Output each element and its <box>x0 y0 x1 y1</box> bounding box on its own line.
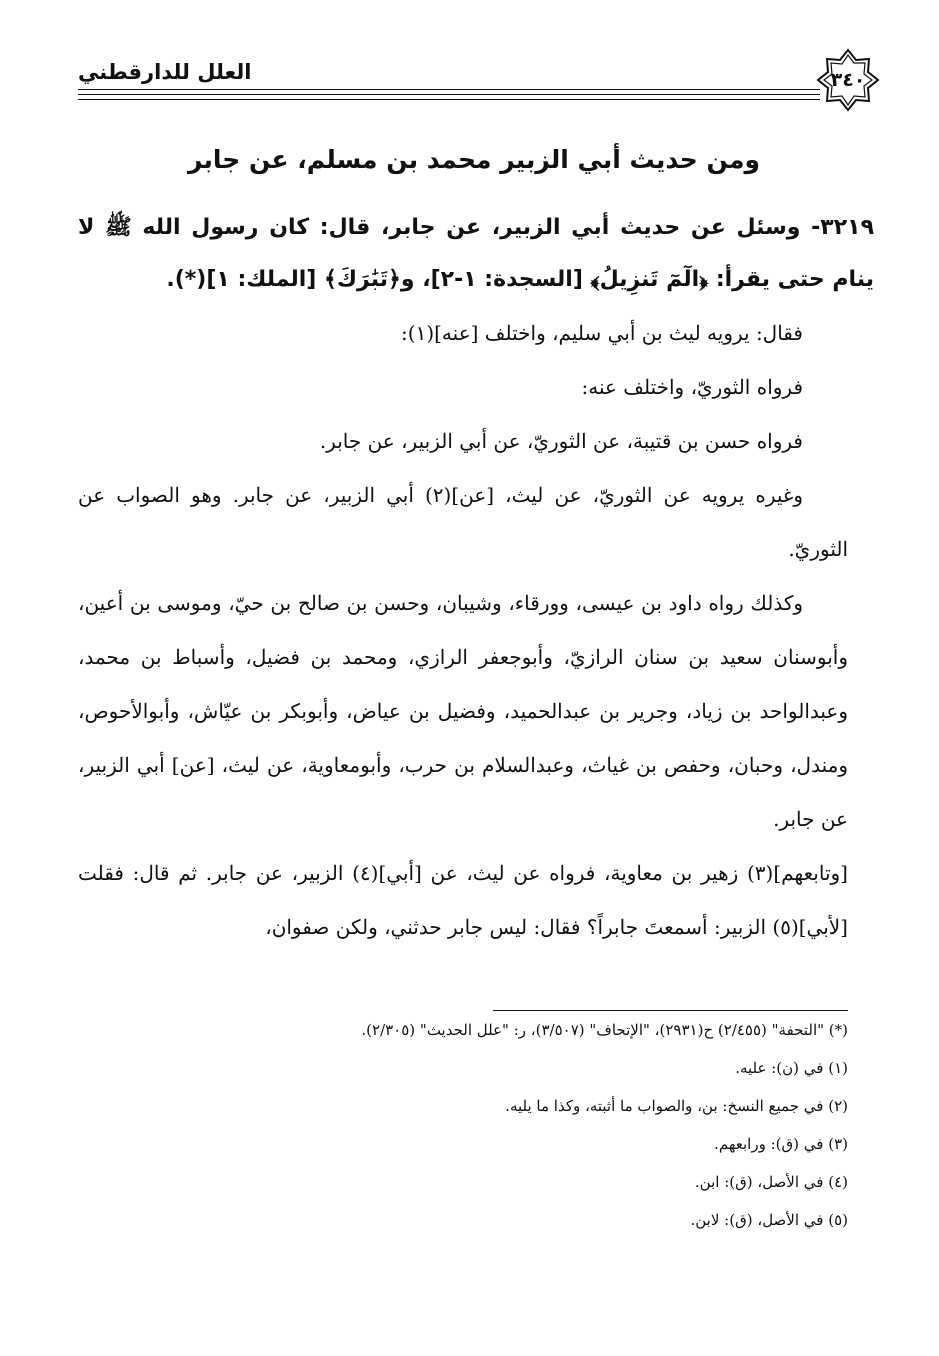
footnote: (٥) في الأصل، (ق): لابن. <box>690 1211 848 1229</box>
header-rule <box>78 99 820 100</box>
body-paragraph: وغيره يرويه عن الثوريّ، عن ليث، [عن](٢) أبي الزبير، عن جابر. وهو الصواب عن الثوريّ. <box>78 483 848 561</box>
body-paragraph: فقال: يرويه ليث بن أبي سليم، واختلف [عنه](١): <box>401 321 803 345</box>
footnotes <box>78 990 848 1239</box>
page-header <box>78 58 868 108</box>
body-paragraph: فرواه حسن بن قتيبة، عن الثوريّ، عن أبي الزبير، عن جابر. <box>319 429 803 453</box>
page-number: ٣٤٠ <box>830 69 866 91</box>
header-rule <box>78 89 820 90</box>
question-paragraph: ٣٢١٩- وسئل عن حديث أبي الزبير، عن جابر، قال: كان رسول الله ﷺ لا ينام حتى يقرأ: ﴿الٓمٓ تَنزِيلُ﴾ [السجدة: ١-٢]، و﴿تَبَٰرَكَ﴾ [الملك: ١](*). <box>78 215 874 292</box>
running-title: العلل للدارقطني <box>78 60 252 84</box>
section-title: ومن حديث أبي الزبير محمد بن مسلم، عن جابر <box>187 145 761 174</box>
footnote: (١) في (ن): عليه. <box>735 1059 848 1077</box>
main-text <box>78 140 874 954</box>
body-paragraph: وكذلك رواه داود بن عيسى، وورقاء، وشيبان، وحسن بن صالح بن حيّ، وموسى بن أعين، وأبوسنان سعيد بن سنان الرازيّ، وأبوجعفر الرازي، ومحمد بن فضيل، وأسباط بن محمد، وعبدالواحد بن زياد، وجرير بن عبدالحميد، وفضيل بن عياض، وأبوبكر بن عيّاش، وأبوالأحوص، ومندل، وحبان، وحفص بن غياث، وعبدالسلام بن حرب، وأبومعاوية، عن ليث، [عن] أبي الزبير، عن جابر. <box>78 591 848 831</box>
body-paragraph: فرواه الثوريّ، واختلف عنه: <box>581 375 803 399</box>
header-rule <box>78 94 820 95</box>
footnote: (٤) في الأصل، (ق): ابن. <box>694 1173 848 1191</box>
footnote: (٣) في (ق): ورابعهم. <box>714 1135 848 1153</box>
footnote: (٢) في جميع النسخ: بن، والصواب ما أثبته، وكذا ما يليه. <box>505 1097 848 1115</box>
body-paragraph: [وتابعهم](٣) زهير بن معاوية، فرواه عن ليث، عن [أبي](٤) الزبير، عن جابر. ثم قال: فقلت [لأبي](٥) الزبير: أسمعتَ جابراً؟ فقال: ليس جابر حدثني، ولكن صفوان، <box>78 861 848 939</box>
footnote: (*) "التحفة" (٢/٤٥٥) ح(٢٩٣١)، "الإتحاف" (٣/٥٠٧)، ر: "علل الحديث" (٢/٣٠٥). <box>361 1021 848 1039</box>
page-number-badge <box>816 48 880 112</box>
